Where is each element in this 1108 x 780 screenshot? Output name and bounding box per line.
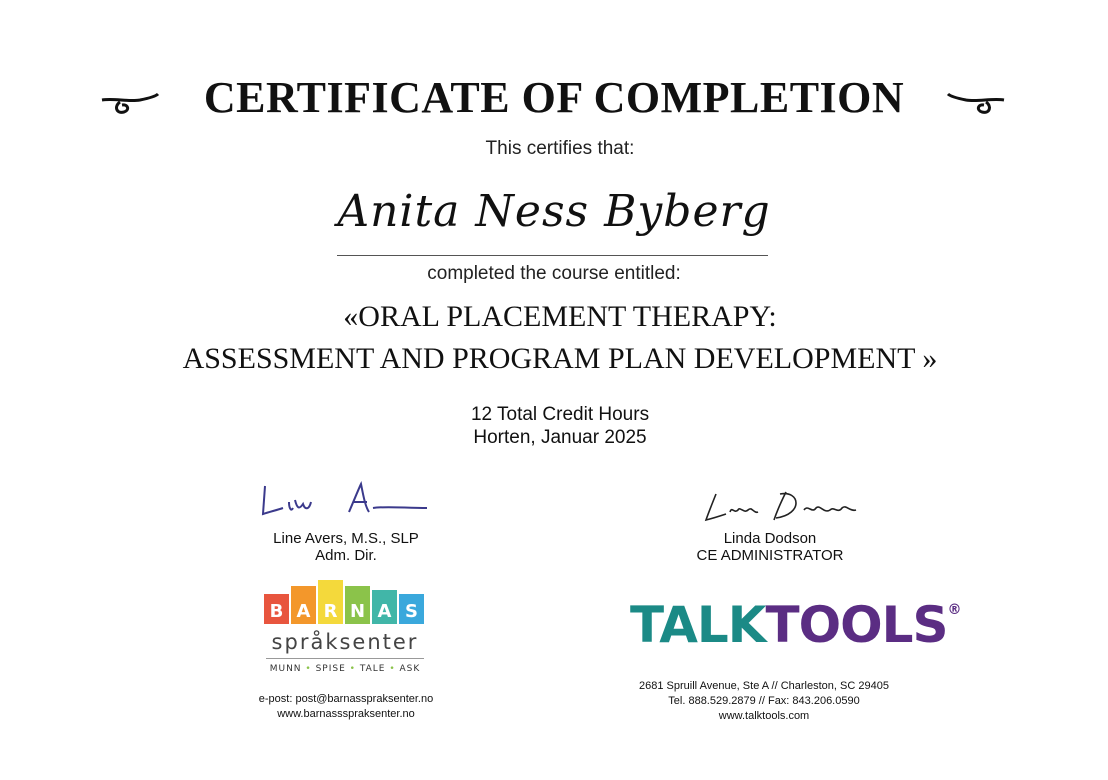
talktools-logo-talk: TALK [630, 596, 766, 654]
left-contact-email: e-post: post@barnasspraksenter.no [258, 693, 434, 705]
barnas-letter-bar [291, 586, 316, 624]
course-title-line2: ASSESSMENT AND PROGRAM PLAN DEVELOPMENT » [182, 342, 938, 375]
tagline-separator-dot: • [385, 664, 400, 674]
tagline-item: SPISE [315, 664, 346, 674]
barnas-logo-tagline [264, 664, 426, 674]
talktools-logo-tools: TOOLS [765, 596, 948, 654]
intro-text: This certifies that: [485, 138, 635, 159]
right-contact-phone-fax: Tel. 888.529.2879 // Fax: 843.206.0590 [668, 695, 860, 707]
tagline-item: ASK [399, 664, 421, 674]
barnas-letter: S [405, 601, 418, 622]
barnas-logo-divider [266, 658, 424, 659]
barnas-letter: N [349, 601, 366, 622]
barnas-letter-bar [345, 586, 370, 624]
tagline-separator-dot: • [301, 664, 316, 674]
left-contact-web: www.barnassspraksenter.no [277, 708, 415, 720]
barnas-letter: R [323, 601, 338, 622]
right-signatory-name: Linda Dodson [723, 530, 817, 547]
barnas-letter: A [296, 601, 311, 622]
barnas-letter: B [269, 601, 284, 622]
barnas-letter-bar [399, 594, 424, 624]
right-contact-web: www.talktools.com [718, 710, 810, 722]
place-date: Horten, Januar 2025 [473, 427, 647, 448]
barnas-logo-subtitle: språksenter [271, 630, 419, 654]
completed-text: completed the course entitled: [427, 263, 681, 284]
registered-mark: ® [947, 602, 961, 618]
left-signatory-name: Line Avers, M.S., SLP [273, 530, 419, 547]
credit-hours: 12 Total Credit Hours [470, 404, 650, 425]
signature-linda-dodson [700, 484, 900, 534]
recipient-underline [337, 255, 768, 256]
certificate-title: CERTIFICATE OF COMPLETION [203, 73, 905, 122]
recipient-name: Anita Ness Byberg [337, 186, 771, 237]
flourish-right-ornament [946, 88, 1006, 118]
barnas-letter: A [377, 601, 392, 622]
course-title-line1: «ORAL PLACEMENT THERAPY: [343, 300, 777, 333]
signature-line-avers [255, 478, 455, 528]
tagline-item: MUNN [269, 664, 302, 674]
right-signatory [670, 530, 870, 564]
right-contact [614, 679, 914, 724]
left-contact [246, 692, 446, 722]
left-signatory-title: Adm. Dir. [315, 547, 377, 564]
tagline-separator-dot: • [345, 664, 360, 674]
talktools-logo [630, 596, 961, 656]
right-signatory-title: CE ADMINISTRATOR [696, 547, 844, 564]
right-contact-address: 2681 Spruill Avenue, Ste A // Charleston, SC 29405 [639, 680, 889, 692]
barnas-letter-bar [372, 590, 397, 624]
tagline-item: TALE [359, 664, 386, 674]
left-signatory [246, 530, 446, 564]
barnas-spraksenter-logo [264, 572, 426, 682]
barnas-letter-bar [318, 580, 343, 624]
barnas-letter-bar [264, 594, 289, 624]
